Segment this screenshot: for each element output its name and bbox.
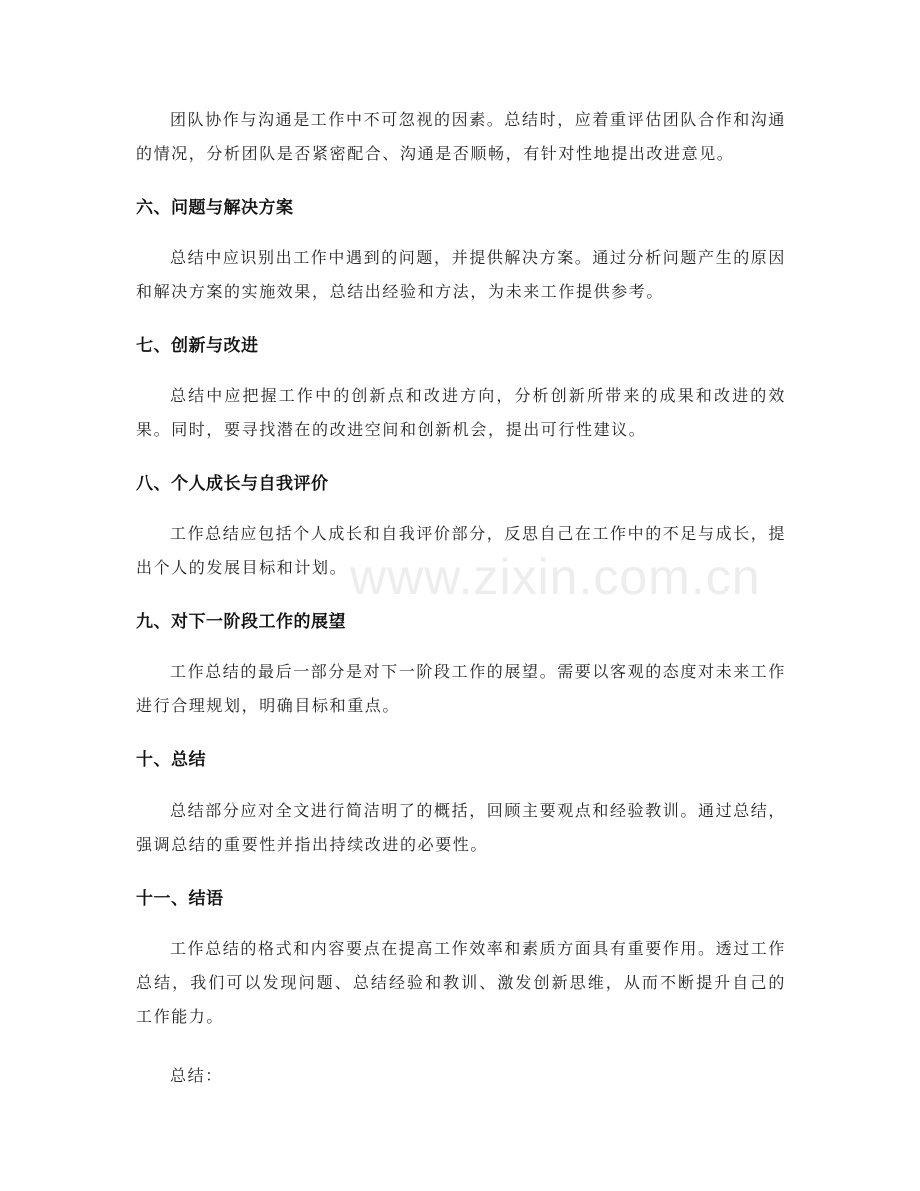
paragraph-teamwork: 团队协作与沟通是工作中不可忽视的因素。总结时，应着重评估团队合作和沟通的情况，分析团队是否紧密配合、沟通是否顺畅，有针对性地提出改进意见。	[136, 110, 787, 163]
section-heading-9: 九、对下一阶段工作的展望	[136, 612, 346, 632]
paragraph-summary: 总结部分应对全文进行简洁明了的概括，回顾主要观点和经验教训。通过总结，强调总结的重要性并指出持续改进的必要性。	[136, 801, 787, 854]
paragraph-problems-solutions: 总结中应识别出工作中遇到的问题，并提供解决方案。通过分析问题产生的原因和解决方案的实施效果，总结出经验和方法，为未来工作提供参考。	[136, 248, 787, 301]
summary-label: 总结：	[170, 1066, 223, 1085]
paragraph-innovation: 总结中应把握工作中的创新点和改进方向，分析创新所带来的成果和改进的效果。同时，要寻找潜在的改进空间和创新机会，提出可行性建议。	[136, 386, 786, 439]
section-heading-10: 十、总结	[136, 750, 206, 770]
paragraph-personal-growth: 工作总结应包括个人成长和自我评价部分，反思自己在工作中的不足与成长，提出个人的发展目标和计划。	[136, 524, 787, 577]
section-heading-6: 六、问题与解决方案	[136, 198, 294, 218]
section-heading-8: 八、个人成长与自我评价	[136, 474, 329, 494]
watermark: www.zixin.com.cn	[350, 549, 761, 605]
paragraph-outlook: 工作总结的最后一部分是对下一阶段工作的展望。需要以客观的态度对未来工作进行合理规划，明确目标和重点。	[136, 662, 787, 715]
section-heading-7: 七、创新与改进	[136, 336, 259, 356]
section-heading-11: 十一、结语	[136, 889, 224, 909]
paragraph-conclusion: 工作总结的格式和内容要点在提高工作效率和素质方面具有重要作用。透过工作总结，我们可以发现问题、总结经验和教训、激发创新思维，从而不断提升自己的工作能力。	[136, 939, 787, 1026]
